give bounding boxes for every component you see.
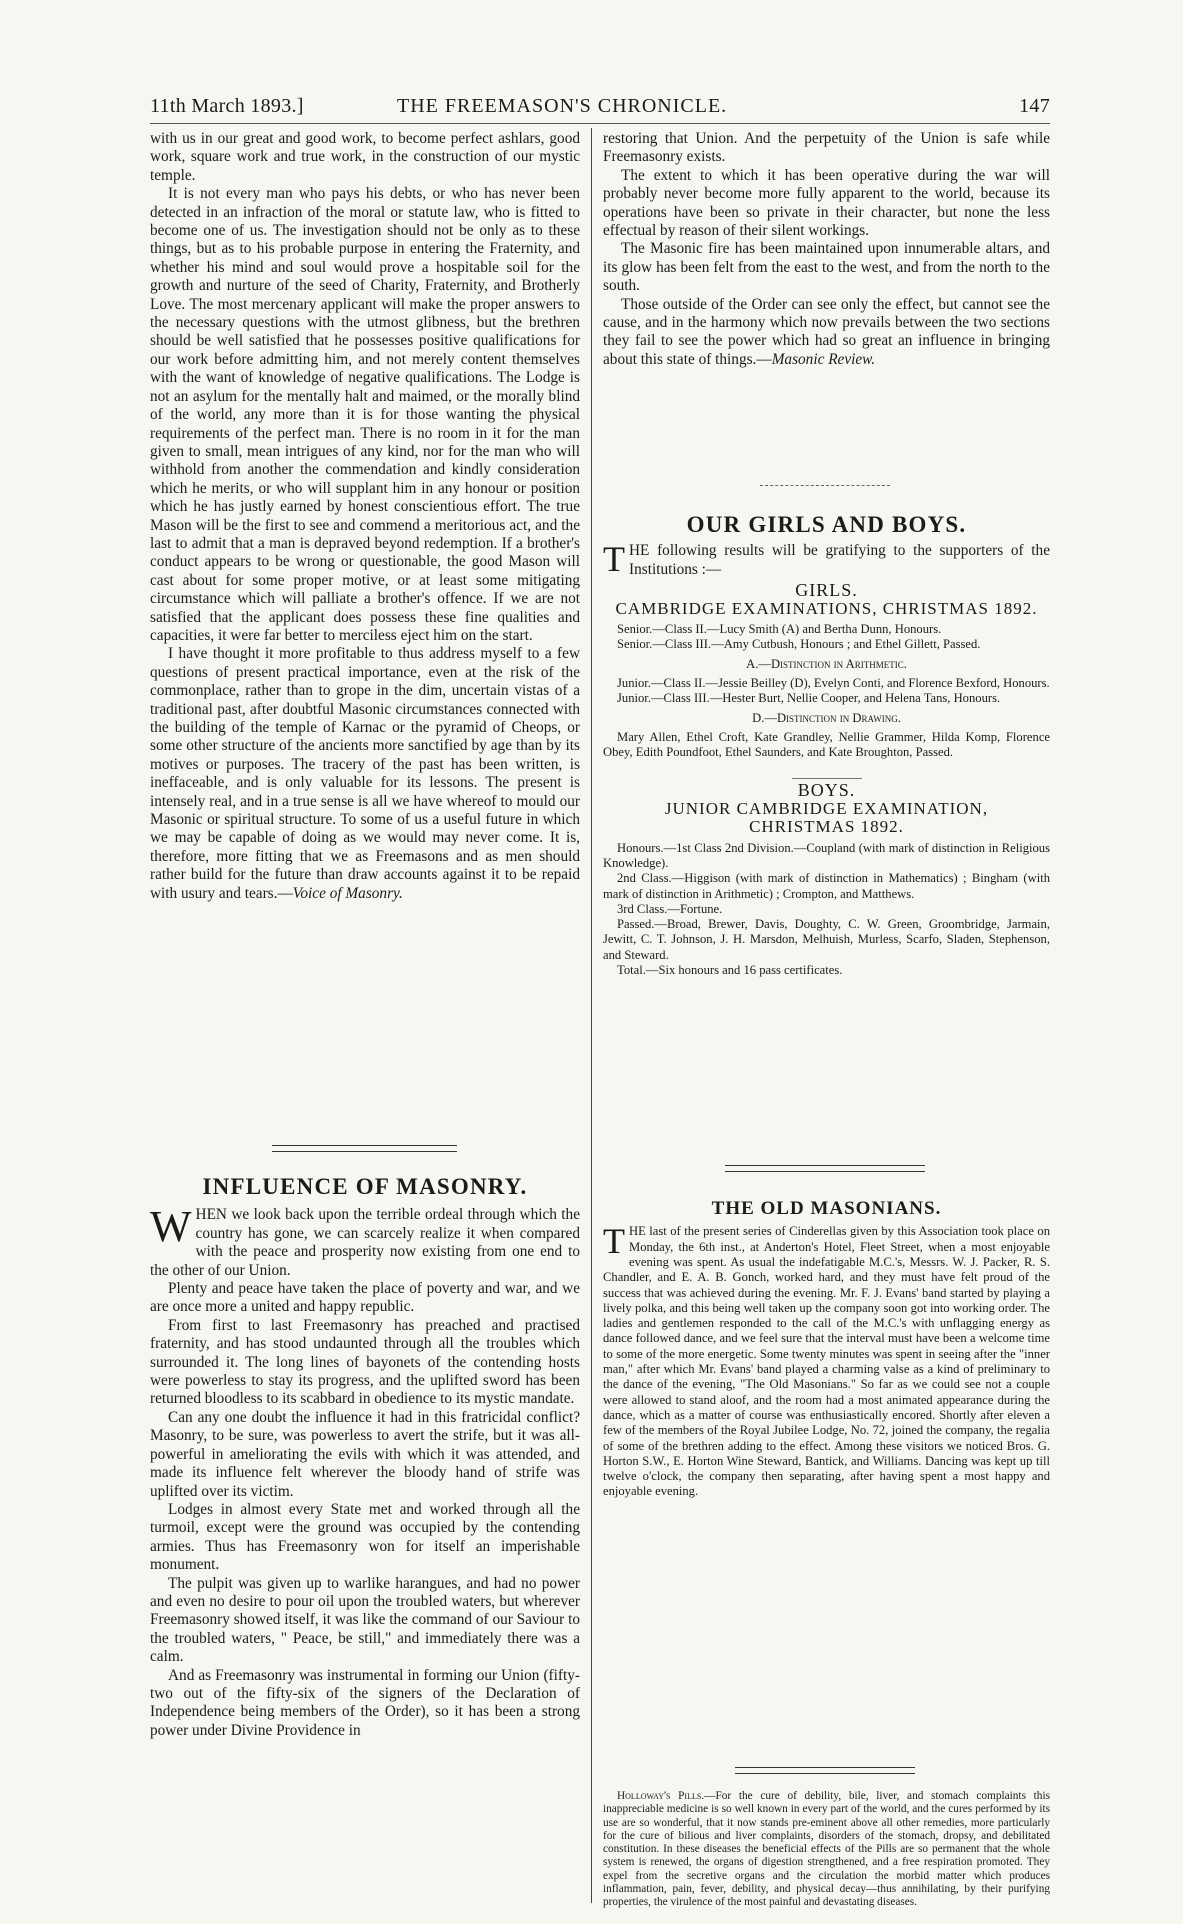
result-entry: Senior.—Class II.—Lucy Smith (A) and Bertha Dunn, Honours. [617, 622, 942, 637]
article-paragraph: And as Freemasonry was instrumental in forming our Union (fifty-two out of the fifty-six of the signers of the Declaration of Independence being members of the Order), so it has been a strong power under Divine Providence in [150, 1666, 580, 1739]
article-paragraph: The pulpit was given up to warlike harangues, and had no power and even no desire to pour oil upon the troubled waters, but wherever Freemasonry showed itself, it was like the command of our Saviour to the troubled waters, " Peace, be still," and immediately there was a calm. [150, 1574, 580, 1666]
right-article [603, 130, 1050, 369]
drop-cap: T [603, 1221, 625, 1262]
result-entry: Passed.—Broad, Brewer, Davis, Doughty, C. W. Green, Groombridge, Jarmain, Jewitt, C. T. Johnson, J. H. Marsdon, Melhuish, Murless, Scarfo, Sladen, Stephenson, and Steward. [603, 917, 1050, 962]
article-paragraph [150, 1202, 580, 1280]
article-paragraph: Plenty and peace have taken the place of poverty and war, and we are once more a united and happy republic. [150, 1280, 580, 1316]
article-paragraph: restoring that Union. And the perpetuity of the Union is safe while Freemasonry exists. [603, 130, 1050, 166]
girls-exam-title: CAMBRIDGE EXAMINATIONS, CHRISTMAS 1892. [615, 598, 1038, 618]
article-paragraph [603, 296, 1050, 370]
result-entry: Junior.—Class III.—Hester Burt, Nellie Cooper, and Helena Tans, Honours. [617, 691, 1001, 706]
article-paragraph-text: I have thought it more profitable to thus address myself to a few questions of present practical importance, even at the risk of the commonplace, rather than to grope in the dim, uncertain vistas of a traditional past, after doubtful Masonic circumstances connected with the building of the temple of Karnac or the pyramid of Cheops, or some other structure of the ancients more sanctified by age than by its motives or purposes. The tracery of the past has been written, is ineffaceable, and is only valuable for its lessons. The present is intensely real, and in a true sense is all we have whereof to mould our Masonic or spiritual structure. To some of us a useful future in which we may be capable of doing as we would may never come. It is, therefore, more fitting that we as Freemasons and as men should rather build for the future than draw accounts against it to be repaid with usury and tears.— [150, 645, 580, 902]
article-paragraph: It is not every man who pays his debts, or who has never been detected in an infraction of the moral or statute law, who is fitted to become one of us. The investigation should not be only as to these things, but as to his probable purpose in entering the Fraternity, and whether his mind and soul would prove a hospitable soil for the growth and nurture of the seed of Charity, Fraternity, and Brotherly Love. The most mercenary applicant will make the proper answers to the necessary questions with the utmost glibness, but the brethren should be well satisfied that he possesses positive qualifications for our work before admitting him, and not merely content themselves with the want of knowledge of negative qualifications. The Lodge is not an asylum for the mentally halt and maimed, or the morally blind of the world, any more than it is for those wanting the physical requirements of the perfect man. There is no room in it for the man given to small, mean intrigues of any kind, nor for the man who will withhold from another the commendation and kindly consideration which he merits, or who will supplant him in any honour or position which he has justly earned by honest conscientious effort. The true Mason will be the first to see and commend a meritorious act, and the last to admit that a man is depraved beyond redemption. If a brother's conduct appears to be wrong or questionable, the good Mason will cast about for some proper motive, or at least some mitigating circumstance which will palliate a brother's offence. If we are not satisfied that the applicant does possess these fine qualities and capacities, it were far better to merciless eject him on the start. [150, 185, 580, 644]
article-source: Voice of Masonry. [292, 884, 403, 902]
header-rule [150, 123, 1050, 124]
girls-boys-article [603, 512, 1050, 978]
article-paragraph: Can any one doubt the influence it had in this fratricidal conflict? Masonry, to be sure, was powerless to avert the strife, but it was all-powerful in ameliorating the evils with which it was attended, and made its influence felt wherever the bloody hand of strife was uplifted over its victim. [150, 1408, 580, 1500]
advert-body: —For the cure of debility, bile, liver, and stomach complaints this inappreciable medicine is so well known in every part of the world, and the cures performed by its use are so wonderful, that it now stands pre-eminent above all other remedies, more particularly for the cure of bilious and liver complaints, disorders of the stomach, dropsy, and debilitated constitution. In these diseases the beneficial effects of the Pills are so permanent that the whole system is renewed, the organs of digestion strengthened, and a free respiration promoted. They expel from the secretive organs and the circulation the morbid matter which produces inflammation, pain, fever, debility, and physical decay—thus annihilating, by their purifying properties, the virulence of the most painful and devastating diseases. [603, 1790, 1050, 1909]
boys-exam-date: CHRISTMAS 1892. [749, 817, 904, 837]
issue-date: 11th March 1893.] [150, 95, 304, 117]
left-article [150, 130, 580, 903]
boys-exam-title: JUNIOR CAMBRIDGE EXAMINATION, [664, 798, 989, 818]
article-paragraph-text: HEN we look back upon the terrible ordeal through which the country has gone, we can scarcely realize it when compared with the peace and prosperity now existing from one end to the other of our Union. [150, 1206, 580, 1279]
boys-subheading: BOYS. [797, 780, 856, 801]
result-total: Total.—Six honours and 16 pass certificates. [617, 963, 843, 977]
drop-cap: W [150, 1202, 192, 1252]
holloways-advert [603, 1790, 1050, 1910]
article-paragraph-text: Those outside of the Order can see only the effect, but cannot see the cause, and in the harmony which now prevails between the two sections they fail to see the power which had so great an influence in bringing about this state of things.— [603, 295, 1050, 368]
distinction-note: A.—Distinction in Arithmetic. [746, 656, 907, 671]
publication-title: THE FREEMASON'S CHRONICLE. [397, 95, 728, 117]
article-paragraph: Lodges in almost every State met and worked through all the turmoil, except were the ground was occupied by the contending armies. Thus has Freemasonry won for itself an imperishable monument. [150, 1500, 580, 1574]
result-entry: Mary Allen, Ethel Croft, Kate Grandley, Nellie Grammer, Hilda Komp, Florence Obey, Edith Poundfoot, Ethel Saunders, and Kate Broughton, Passed. [603, 729, 1050, 760]
article-paragraph [150, 645, 580, 903]
article-source: Masonic Review. [771, 350, 876, 368]
article-paragraph-text: HE following results will be gratifying to the supporters of the Institutions :— [629, 542, 1050, 578]
result-entry: Senior.—Class III.—Amy Cutbush, Honours ; and Ethel Gillett, Passed. [617, 637, 981, 652]
article-paragraph-text: HE last of the present series of Cinderellas given by this Association took place on Monday, the 6th inst., at Anderton's Hotel, Fleet Street, when a most enjoyable evening was spent. As usual the indefatigable M.C.'s, Messrs. W. J. Packer, R. S. Chandler, and E. A. B. Gonch, worked hard, and they must have felt proud of the success that was achieved during the evening. Mr. F. J. Evans' band started by playing a lively polka, and this being well taken up the company soon got into working order. The ladies and gentlemen responded to the call of the M.C.'s with unflagging energy as dance followed dance, and we feel sure that the interval must have been a welcome time to some of the more energetic. Some twenty minutes was spent in seeing after the "inner man," after which Mr. Evans' band played a charming valse as a kind of preliminary to the dance of the evening, "The Old Masonians." So far as we could see not a couple were allowed to stand aloof, and the room had a most animated appearance during the dance, which as a matter of course was enthusiastically encored. Shortly after eleven a few of the members of the Royal Jubilee Lodge, No. 72, joined the company, the regalia of some of the brethren adding to the effect. Among these visitors we noticed Bros. G. Horton S.W., E. Horton Wine Steward, Bantick, and Williams. Dancing was kept up till twelve o'clock, the company then separating, after having spent a most happy and enjoyable evening. [603, 1224, 1050, 1499]
old-masonians-heading: THE OLD MASONIANS. [711, 1198, 942, 1219]
girls-boys-heading: OUR GIRLS AND BOYS. [686, 512, 967, 537]
influence-heading: INFLUENCE OF MASONRY. [202, 1174, 528, 1199]
influence-article [150, 1174, 580, 1740]
section-rule [760, 485, 890, 488]
section-rule [725, 1165, 925, 1172]
old-masonians-article [603, 1200, 1050, 1500]
result-entry: Honours.—1st Class 2nd Division.—Coupland (with mark of distinction in Religious Knowledge). [603, 840, 1050, 870]
advert-lead: Holloway's Pills. [617, 1790, 705, 1802]
result-entry: 3rd Class.—Fortune. [617, 901, 723, 916]
section-rule [272, 1145, 457, 1152]
result-entry: Junior.—Class II.—Jessie Beilley (D), Evelyn Conti, and Florence Bexford, Honours. [617, 675, 1050, 690]
page-number: 147 [1019, 95, 1050, 117]
subsection-rule [792, 778, 862, 779]
article-paragraph [603, 1221, 1050, 1499]
article-paragraph [603, 539, 1050, 580]
result-entry: 2nd Class.—Higgison (with mark of distinction in Mathematics) ; Bingham (with mark of distinction in Arithmetic) ; Crompton, and Matthews. [603, 871, 1050, 901]
article-paragraph: with us in our great and good work, to become perfect ashlars, good work, square work and true work, in the construction of our mystic temple. [150, 130, 580, 184]
girls-subheading: GIRLS. [795, 580, 858, 601]
article-paragraph: The extent to which it has been operative during the war will probably never become more fully apparent to the world, because its operations have been so private in their character, but none the less effectual by reason of their silent workings. [603, 166, 1050, 240]
article-paragraph: The Masonic fire has been maintained upon innumerable altars, and its glow has been felt from the east to the west, and from the north to the south. [603, 240, 1050, 295]
drop-cap: T [603, 539, 625, 580]
article-paragraph: From first to last Freemasonry has preached and practised fraternity, and has stood undaunted through all the troubles which surrounded it. The long lines of bayonets of the contending hosts were powerless to stay its progress, and the uplifted sword has been returned bloodless to its scabbard in obedience to its mystic mandate. [150, 1316, 580, 1408]
column-divider [591, 128, 592, 1903]
page-header [150, 95, 1050, 123]
advert-text [603, 1790, 1050, 1910]
section-rule [735, 1767, 915, 1774]
distinction-note: D.—Distinction in Drawing. [752, 710, 901, 725]
